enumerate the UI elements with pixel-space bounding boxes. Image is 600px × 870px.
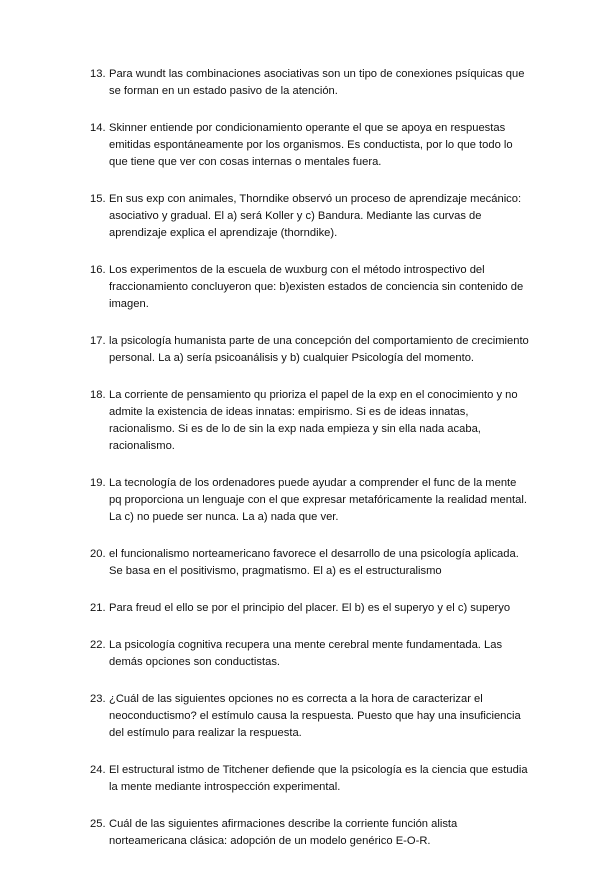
list-item-13 bbox=[90, 66, 530, 100]
item-text: Para freud el ello se por el principio del placer. El b) es el superyo y el c) superyo bbox=[109, 602, 511, 614]
list-item-17 bbox=[90, 333, 530, 367]
item-text: Cuál de las siguientes afirmaciones describe la corriente función alista norteamericana clásica: adopción de un modelo genérico E-O-R. bbox=[109, 818, 458, 847]
item-text: La psicología cognitiva recupera una mente cerebral mente fundamentada. Las demás opciones son conductistas. bbox=[109, 639, 503, 668]
item-number: 16. bbox=[90, 264, 106, 276]
item-number: 19. bbox=[90, 477, 106, 489]
item-number: 22. bbox=[90, 639, 106, 651]
list-item-18 bbox=[90, 387, 530, 455]
item-number: 23. bbox=[90, 693, 106, 705]
list-item-15 bbox=[90, 191, 530, 242]
list-item-22 bbox=[90, 637, 530, 671]
item-number: 18. bbox=[90, 389, 106, 401]
list-item-24 bbox=[90, 762, 530, 796]
list-item-20 bbox=[90, 546, 530, 580]
item-text: el funcionalismo norteamericano favorece el desarrollo de una psicología aplicada. Se basa en el positivismo, pragmatismo. El a) es el estructuralismo bbox=[109, 548, 519, 577]
item-number: 17. bbox=[90, 335, 106, 347]
list-item-16 bbox=[90, 262, 530, 313]
item-number: 13. bbox=[90, 68, 106, 80]
numbered-list bbox=[90, 66, 530, 870]
item-text: la psicología humanista parte de una concepción del comportamiento de crecimiento personal. La a) sería psicoanálisis y b) cualquier Psicología del momento. bbox=[109, 335, 529, 364]
item-number: 20. bbox=[90, 548, 106, 560]
item-text: Skinner entiende por condicionamiento operante el que se apoya en respuestas emitidas espontáneamente por los organismos. Es conductista, por lo que todo lo que tiene que ver con cosas internas o mentales fuera. bbox=[109, 122, 513, 168]
list-item-14 bbox=[90, 120, 530, 171]
list-item-21 bbox=[90, 600, 530, 617]
item-text: Los experimentos de la escuela de wuxburg con el método introspectivo del fraccionamiento concluyeron que: b)existen estados de conciencia sin contenido de imagen. bbox=[109, 264, 524, 310]
item-text: En sus exp con animales, Thorndike observó un proceso de aprendizaje mecánico: asociativo y gradual. El a) será Koller y c) Bandura. Mediante las curvas de aprendizaje explica el aprendizaje (thorndike). bbox=[109, 193, 522, 239]
item-number: 21. bbox=[90, 602, 106, 614]
item-text: El estructural istmo de Titchener defiende que la psicología es la ciencia que estudia la mente mediante introspección experimental. bbox=[109, 764, 528, 793]
item-text: ¿Cuál de las siguientes opciones no es correcta a la hora de caracterizar el neoconductismo? el estímulo causa la respuesta. Puesto que hay una insuficiencia del estímulo para realizar la respuesta. bbox=[109, 693, 521, 739]
item-number: 15. bbox=[90, 193, 106, 205]
list-item-19 bbox=[90, 475, 530, 526]
item-number: 14. bbox=[90, 122, 106, 134]
list-item-25 bbox=[90, 816, 530, 850]
item-text: La corriente de pensamiento qu prioriza el papel de la exp en el conocimiento y no admite la existencia de ideas innatas: empirismo. Si es de ideas innatas, racionalismo. Si es de lo de sin la exp nada empieza y sin ella nada acaba, racionalismo. bbox=[109, 389, 518, 452]
item-number: 25. bbox=[90, 818, 106, 830]
list-item-23 bbox=[90, 691, 530, 742]
item-text: Para wundt las combinaciones asociativas son un tipo de conexiones psíquicas que se forman en un estado pasivo de la atención. bbox=[109, 68, 525, 97]
item-text: La tecnología de los ordenadores puede ayudar a comprender el func de la mente pq proporciona un lenguaje con el que expresar metafóricamente la realidad mental. La c) no puede ser nunca. La a) nada que ver. bbox=[109, 477, 527, 523]
item-number: 24. bbox=[90, 764, 106, 776]
